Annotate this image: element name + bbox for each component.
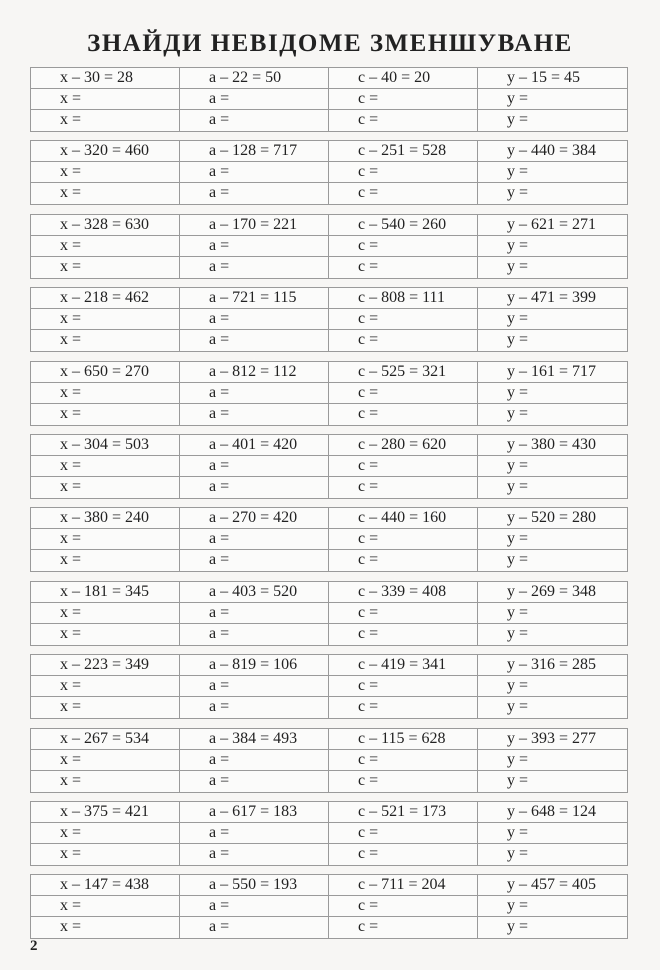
- equation-cell: a – 617 = 183: [180, 802, 329, 823]
- answer-cell[interactable]: c =: [329, 676, 478, 697]
- answer-cell[interactable]: a =: [180, 697, 329, 718]
- answer-cell[interactable]: x =: [31, 529, 180, 550]
- answer-cell[interactable]: y =: [478, 236, 627, 257]
- equation-cell: c – 711 = 204: [329, 875, 478, 896]
- exercise-block: [30, 287, 628, 352]
- equation-cell: x – 218 = 462: [31, 288, 180, 309]
- answer-cell[interactable]: c =: [329, 477, 478, 498]
- answer-cell[interactable]: a =: [180, 676, 329, 697]
- equation-cell: a – 384 = 493: [180, 729, 329, 750]
- answer-cell[interactable]: y =: [478, 750, 627, 771]
- exercise-block: [30, 214, 628, 279]
- equation-cell: x – 375 = 421: [31, 802, 180, 823]
- page-number: 2: [30, 938, 38, 954]
- equation-cell: y – 316 = 285: [478, 655, 627, 676]
- answer-cell[interactable]: x =: [31, 624, 180, 645]
- equation-cell: a – 270 = 420: [180, 508, 329, 529]
- answer-cell[interactable]: c =: [329, 236, 478, 257]
- answer-cell[interactable]: a =: [180, 383, 329, 404]
- answer-cell[interactable]: y =: [478, 823, 627, 844]
- answer-cell[interactable]: x =: [31, 750, 180, 771]
- answer-cell[interactable]: a =: [180, 844, 329, 865]
- answer-cell[interactable]: c =: [329, 697, 478, 718]
- equation-cell: y – 457 = 405: [478, 875, 627, 896]
- equation-cell: c – 525 = 321: [329, 362, 478, 383]
- answer-cell[interactable]: a =: [180, 257, 329, 278]
- equation-cell: y – 440 = 384: [478, 141, 627, 162]
- equation-cell: a – 812 = 112: [180, 362, 329, 383]
- equation-cell: y – 380 = 430: [478, 435, 627, 456]
- answer-cell[interactable]: c =: [329, 162, 478, 183]
- answer-cell[interactable]: y =: [478, 529, 627, 550]
- equation-cell: a – 401 = 420: [180, 435, 329, 456]
- equation-cell: a – 721 = 115: [180, 288, 329, 309]
- equation-cell: y – 520 = 280: [478, 508, 627, 529]
- answer-cell[interactable]: y =: [507, 257, 529, 275]
- equation-cell: y – 393 = 277: [478, 729, 627, 750]
- answer-cell[interactable]: x =: [31, 603, 180, 624]
- equation-cell: c – 40 = 20: [329, 68, 478, 89]
- answer-cell[interactable]: a =: [180, 162, 329, 183]
- answer-cell[interactable]: y =: [507, 624, 529, 642]
- answer-cell[interactable]: c =: [329, 257, 478, 278]
- answer-cell[interactable]: a =: [180, 404, 329, 425]
- equation-cell: a – 403 = 520: [180, 582, 329, 603]
- answer-cell[interactable]: a =: [180, 236, 329, 257]
- answer-cell[interactable]: y =: [507, 771, 529, 789]
- equation-cell: a – 550 = 193: [180, 875, 329, 896]
- equation-cell: y – 269 = 348: [478, 582, 627, 603]
- answer-cell[interactable]: x =: [31, 404, 180, 425]
- equation-cell: y – 161 = 717: [478, 362, 627, 383]
- answer-cell[interactable]: x =: [31, 236, 180, 257]
- answer-cell[interactable]: a =: [180, 330, 329, 351]
- answer-cell[interactable]: x =: [31, 550, 180, 571]
- equation-cell: c – 521 = 173: [329, 802, 478, 823]
- answer-cell[interactable]: y =: [507, 918, 529, 936]
- answer-cell[interactable]: x =: [31, 309, 180, 330]
- answer-cell[interactable]: x =: [31, 844, 180, 865]
- exercise-blocks: [30, 67, 628, 948]
- equation-cell: c – 280 = 620: [329, 435, 478, 456]
- equation-cell: y – 471 = 399: [478, 288, 627, 309]
- answer-cell[interactable]: a =: [180, 110, 329, 131]
- answer-cell[interactable]: c =: [329, 896, 478, 917]
- exercise-block: [30, 728, 628, 793]
- answer-cell[interactable]: c =: [329, 183, 478, 204]
- answer-cell[interactable]: x =: [31, 676, 180, 697]
- answer-cell[interactable]: y =: [478, 603, 627, 624]
- answer-cell[interactable]: c =: [329, 750, 478, 771]
- equation-cell: x – 223 = 349: [31, 655, 180, 676]
- equation-cell: a – 22 = 50: [180, 68, 329, 89]
- equation-cell: x – 30 = 28: [31, 68, 180, 89]
- answer-cell[interactable]: x =: [31, 697, 180, 718]
- answer-cell[interactable]: c =: [329, 771, 478, 792]
- answer-cell[interactable]: a =: [180, 89, 329, 110]
- answer-cell[interactable]: y =: [478, 89, 627, 110]
- equation-cell: y – 15 = 45: [478, 68, 627, 89]
- equation-cell: c – 540 = 260: [329, 215, 478, 236]
- answer-cell[interactable]: y =: [478, 309, 627, 330]
- equation-cell: a – 819 = 106: [180, 655, 329, 676]
- answer-cell[interactable]: c =: [329, 309, 478, 330]
- equation-cell: c – 419 = 341: [329, 655, 478, 676]
- exercise-block: [30, 140, 628, 205]
- answer-cell[interactable]: c =: [329, 917, 478, 938]
- equation-cell: x – 147 = 438: [31, 875, 180, 896]
- answer-cell[interactable]: x =: [31, 477, 180, 498]
- equation-cell: x – 304 = 503: [31, 435, 180, 456]
- answer-cell[interactable]: c =: [329, 89, 478, 110]
- answer-cell[interactable]: x =: [31, 917, 180, 938]
- answer-cell[interactable]: a =: [180, 456, 329, 477]
- exercise-block: [30, 874, 628, 939]
- equation-cell: x – 380 = 240: [31, 508, 180, 529]
- answer-cell[interactable]: c =: [329, 550, 478, 571]
- answer-cell[interactable]: c =: [329, 404, 478, 425]
- answer-cell[interactable]: a =: [180, 603, 329, 624]
- exercise-block: [30, 67, 628, 132]
- answer-cell[interactable]: a =: [180, 917, 329, 938]
- answer-cell[interactable]: x =: [31, 456, 180, 477]
- answer-cell[interactable]: y =: [478, 676, 627, 697]
- equation-cell: c – 339 = 408: [329, 582, 478, 603]
- equation-cell: x – 320 = 460: [31, 141, 180, 162]
- equation-cell: x – 328 = 630: [31, 215, 180, 236]
- equation-cell: y – 621 = 271: [478, 215, 627, 236]
- answer-cell[interactable]: x =: [31, 330, 180, 351]
- answer-cell[interactable]: x =: [31, 896, 180, 917]
- answer-cell[interactable]: a =: [180, 309, 329, 330]
- exercise-block: [30, 507, 628, 572]
- answer-cell[interactable]: x =: [31, 823, 180, 844]
- answer-cell[interactable]: y =: [507, 111, 529, 128]
- answer-cell[interactable]: y =: [507, 331, 529, 349]
- answer-cell[interactable]: y =: [507, 551, 529, 569]
- answer-cell[interactable]: x =: [31, 383, 180, 404]
- exercise-block: [30, 581, 628, 646]
- answer-cell[interactable]: y =: [478, 456, 627, 477]
- answer-cell[interactable]: c =: [329, 624, 478, 645]
- equation-cell: a – 128 = 717: [180, 141, 329, 162]
- answer-cell[interactable]: a =: [180, 624, 329, 645]
- answer-cell[interactable]: y =: [507, 404, 529, 422]
- answer-cell[interactable]: c =: [329, 456, 478, 477]
- equation-cell: c – 251 = 528: [329, 141, 478, 162]
- answer-cell[interactable]: c =: [329, 823, 478, 844]
- equation-cell: x – 267 = 534: [31, 729, 180, 750]
- answer-cell[interactable]: y =: [507, 477, 529, 495]
- exercise-block: [30, 654, 628, 719]
- answer-cell[interactable]: y =: [478, 383, 627, 404]
- equation-cell: x – 181 = 345: [31, 582, 180, 603]
- page-title: ЗНАЙДИ НЕВІДОМЕ ЗМЕНШУВАНЕ: [87, 30, 573, 57]
- answer-cell[interactable]: y =: [507, 844, 529, 862]
- answer-cell[interactable]: a =: [180, 529, 329, 550]
- answer-cell[interactable]: x =: [31, 771, 180, 792]
- answer-cell[interactable]: c =: [329, 529, 478, 550]
- answer-cell[interactable]: c =: [329, 330, 478, 351]
- answer-cell[interactable]: a =: [180, 823, 329, 844]
- answer-cell[interactable]: c =: [329, 110, 478, 131]
- exercise-block: [30, 434, 628, 499]
- answer-cell[interactable]: a =: [180, 550, 329, 571]
- exercise-block: [30, 801, 628, 866]
- answer-cell[interactable]: c =: [329, 383, 478, 404]
- answer-cell[interactable]: a =: [180, 750, 329, 771]
- equation-cell: y – 648 = 124: [478, 802, 627, 823]
- answer-cell[interactable]: y =: [507, 698, 529, 716]
- equation-cell: c – 808 = 111: [329, 288, 478, 309]
- answer-cell[interactable]: a =: [180, 183, 329, 204]
- answer-cell[interactable]: x =: [31, 257, 180, 278]
- equation-cell: c – 440 = 160: [329, 508, 478, 529]
- answer-cell[interactable]: y =: [478, 896, 627, 917]
- answer-cell[interactable]: c =: [329, 844, 478, 865]
- answer-cell[interactable]: x =: [31, 89, 180, 110]
- exercise-block: [30, 361, 628, 426]
- answer-cell[interactable]: a =: [180, 477, 329, 498]
- answer-cell[interactable]: y =: [507, 184, 529, 202]
- answer-cell[interactable]: a =: [180, 896, 329, 917]
- equation-cell: a – 170 = 221: [180, 215, 329, 236]
- answer-cell[interactable]: c =: [329, 603, 478, 624]
- answer-cell[interactable]: x =: [31, 162, 180, 183]
- answer-cell[interactable]: a =: [180, 771, 329, 792]
- equation-cell: x – 650 = 270: [31, 362, 180, 383]
- answer-cell[interactable]: x =: [31, 183, 180, 204]
- equation-cell: c – 115 = 628: [329, 729, 478, 750]
- answer-cell[interactable]: x =: [31, 110, 180, 131]
- answer-cell[interactable]: y =: [478, 162, 627, 183]
